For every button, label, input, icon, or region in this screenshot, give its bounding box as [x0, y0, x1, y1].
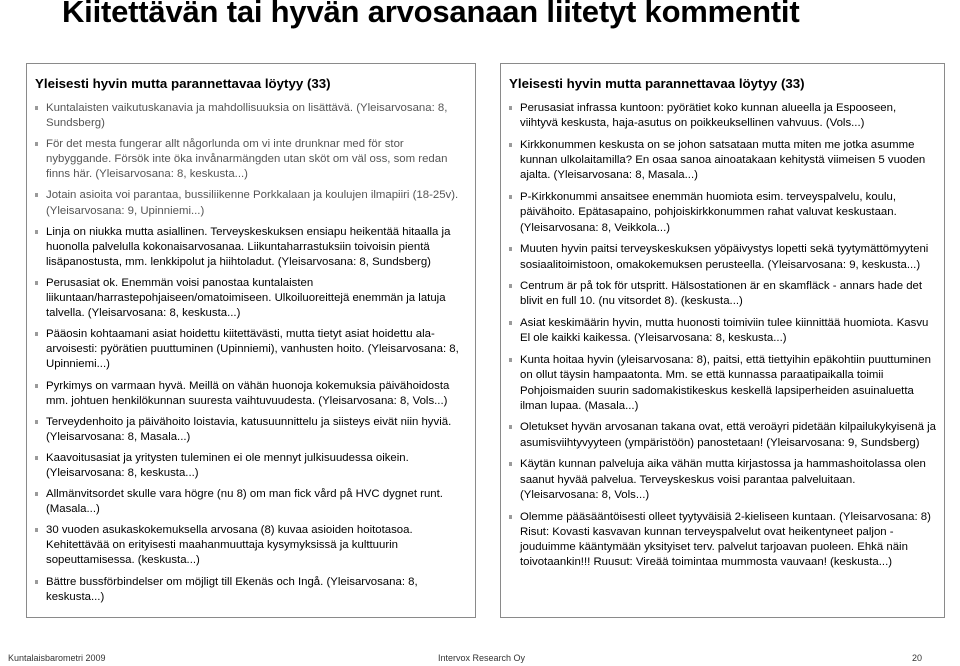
comment-text: Oletukset hyvän arvosanan takana ovat, että veroäyri pidetään kilpailukykyisenä ja asumisviihtyvyyteen (ympäristöön) panostetaan! (Yleisarvosana: 9, Sundsberg) — [520, 421, 936, 449]
page-number: 20 — [912, 653, 923, 663]
comment-item — [35, 379, 467, 409]
comment-item — [35, 276, 467, 321]
comment-item — [509, 457, 936, 503]
comment-item — [509, 279, 936, 310]
comment-text: Bättre bussförbindelser om möjligt till Ekenäs och Ingå. (Yleisarvosana: 8, keskusta...) — [46, 575, 418, 603]
footer-source: Kuntalaisbarometri 2009 — [8, 653, 106, 663]
comment-item — [509, 242, 936, 273]
bullet-icon — [35, 492, 38, 496]
comment-item — [35, 225, 467, 270]
page-title: Kiitettävän tai hyvän arvosanaan liitetyt kommentit — [62, 0, 800, 29]
bullet-icon — [509, 462, 512, 466]
right-comment-panel — [500, 63, 945, 618]
comment-text: Kaavoitusasiat ja yritysten tuleminen ei ole mennyt julkisuudessa oikein. (Yleisarvosana: 8, keskusta...) — [46, 451, 409, 479]
comment-item — [35, 415, 467, 445]
comment-text: Perusasiat ok. Enemmän voisi panostaa kuntalaisten liikuntaan/harrastepohjaiseen/omatoimiseen. Ulkoiluoreittejä enemmän ja latuja talvella. (Yleisarvosana: 8, keskusta...) — [46, 276, 446, 320]
bullet-icon — [509, 425, 512, 429]
comment-item — [509, 353, 936, 414]
comment-text: Jotain asioita voi parantaa, bussiliikenne Porkkalaan ja koulujen ilmapiiri (18-25v). (Yleisarvosana: 9, Upinniemi...) — [46, 189, 459, 217]
bullet-icon — [35, 384, 38, 388]
left-comment-list — [35, 101, 467, 605]
comment-text: Kunta hoitaa hyvin (yleisarvosana: 8), paitsi, että tiettyihin epäkohtiin puuttuminen on ollut täysin hampaatonta. Mm. se että kunnassa paraatipaikalla toimii Pohjoismaiden suurin sadomakistikeskus keskellä lapsiperheiden asuinaluetta ilman lupaa. (Masala...) — [520, 353, 931, 412]
comment-text: Muuten hyvin paitsi terveyskeskuksen yöpäivystys lopetti sekä tyytymättömyyteni sosiaalitoimistoon, omakokemuksen perusteella. (Yleisarvosana: 9, keskusta...) — [520, 243, 929, 271]
comment-text: Olemme pääsääntöisesti olleet tyytyväisiä 2-kieliseen kuntaan. (Yleisarvosana: 8) Risut: Kovasti kasvavan kunnan terveyspalvelut ovat heikentyneet paljon - jouduimme kääntymään yksityiset terv. palvelut tarjoavan puoleen. Ehkä näin toivotaankin!!! Ruusut: Vireää toimintaa mummosta vauvaan! (keskusta...) — [520, 510, 931, 569]
comment-item — [35, 523, 467, 568]
comment-item — [35, 101, 467, 131]
comment-text: Perusasiat infrassa kuntoon: pyörätiet koko kunnan alueella ja Espooseen, viihtyvä keskusta, haja-asutus on poikkeuksellinen vahvuus. (Vols...) — [520, 102, 897, 130]
comment-text: Terveydenhoito ja päivähoito loistavia, katusuunnittelu ja siisteys eivät niin hyviä. (Yleisarvosana: 8, Masala...) — [46, 415, 452, 443]
bullet-icon — [509, 358, 512, 362]
left-panel-heading: Yleisesti hyvin mutta parannettavaa löytyy (33) — [35, 76, 331, 91]
bullet-icon — [35, 230, 38, 234]
left-comment-panel — [26, 63, 476, 618]
comment-item — [509, 510, 936, 571]
bullet-icon — [509, 106, 512, 110]
comment-text: Kirkkonummen keskusta on se johon satsataan mutta miten me jotka asumme kunnan ulkolaitamilla? En osaa sanoa ainoatakaan kehitystä viimeisen 5 vuoden ajalta. (Yleisarvosana: 8, Masala...) — [520, 138, 926, 182]
bullet-icon — [35, 420, 38, 424]
comment-text: 30 vuoden asukaskokemuksella arvosana (8) kuvaa asioiden hoitotasoa. Kehitettävää on erityisesti maahanmuuttaja kysymyksissä ja kulttuurin sopeuttamisessa. (keskusta...) — [46, 524, 413, 567]
comment-text: Centrum är på tok för utspritt. Hälsostationen är en skamfläck - annars hade det blivit en full 10. (nu vitsordet 8). (keskusta...) — [520, 280, 923, 308]
bullet-icon — [35, 193, 38, 197]
bullet-icon — [509, 321, 512, 325]
comment-text: Pääosin kohtaamani asiat hoidettu kiitettävästi, mutta tietyt asiat hoidettu ala-arvoisesti: pyörätien puuttuminen (Upinniemi), vanhusten hoito. (Yleisarvosana: 8, Upinniemi...) — [46, 328, 459, 371]
footer-company: Intervox Research Oy — [438, 653, 526, 663]
comment-item — [35, 327, 467, 372]
bullet-icon — [509, 195, 512, 199]
comment-text: Asiat keskimäärin hyvin, mutta huonosti toimiviin tulee kiinnittää huomiota. Kasvu El ole kaikki kaikessa. (Yleisarvosana: 8, keskusta...) — [520, 317, 929, 345]
bullet-icon — [509, 247, 512, 251]
bullet-icon — [509, 143, 512, 147]
bullet-icon — [35, 456, 38, 460]
comment-item — [509, 101, 936, 132]
comment-text: P-Kirkkonummi ansaitsee enemmän huomiota esim. terveyspalvelu, koulu, päivähoito. Epätasapaino, pohjoiskirkkonummen rahat valuvat keskustaan. (Yleisarvosana: 8, Veikkola...) — [520, 191, 897, 234]
bullet-icon — [509, 284, 512, 288]
bullet-icon — [35, 528, 38, 532]
comment-text: Linja on niukka mutta asiallinen. Terveyskeskuksen ensiapu heikentää hitaalla ja huonolla palvelulla kokonaisarvosanaa. Liikuntaharrastuksiin toivoisin pientä lisäpanostusta, mm. lenkkipolut ja hiihtoladut. (Yleisarvosana: 8, Sundsberg) — [46, 225, 451, 268]
comment-text: Käytän kunnan palveluja aika vähän mutta kirjastossa ja hammashoitolassa olen saanut hyvää palvelua. Terveyskeskus voisi parantaa palveluitaan. (Yleisarvosana: 8, Vols...) — [520, 458, 926, 501]
comment-text: För det mesta fungerar allt någorlunda om vi inte drunknar med för stor nybyggande. Försök inte öka invånarmängden utan sköt om väl oss, som redan finns här. (Yleisarvosana: 8, keskusta...) — [46, 138, 448, 181]
bullet-icon — [35, 106, 38, 110]
comment-item — [509, 190, 936, 236]
bullet-icon — [35, 580, 38, 584]
bullet-icon — [35, 281, 38, 285]
comment-item — [35, 575, 467, 605]
comment-item — [509, 316, 936, 347]
comment-item — [509, 138, 936, 184]
comment-item — [35, 137, 467, 182]
comment-item — [35, 188, 467, 218]
bullet-icon — [35, 332, 38, 336]
bullet-icon — [35, 142, 38, 146]
comment-item — [35, 487, 467, 517]
comment-text: Pyrkimys on varmaan hyvä. Meillä on vähän huonoja kokemuksia päivähoidosta mm. johtuen henkilökunnan suuresta vaihtuvuudesta. (Yleisarvosana: 8, Vols...) — [46, 379, 450, 407]
comment-text: Kuntalaisten vaikutuskanavia ja mahdollisuuksia on lisättävä. (Yleisarvosana: 8, Sundsberg) — [46, 102, 448, 130]
comment-item — [35, 451, 467, 481]
right-panel-heading: Yleisesti hyvin mutta parannettavaa löytyy (33) — [509, 76, 805, 91]
bullet-icon — [509, 515, 512, 519]
right-comment-list — [509, 101, 936, 571]
comment-text: Allmänvitsordet skulle vara högre (nu 8) om man fick vård på HVC dygnet runt. (Masala...) — [46, 488, 443, 516]
comment-item — [509, 420, 936, 451]
